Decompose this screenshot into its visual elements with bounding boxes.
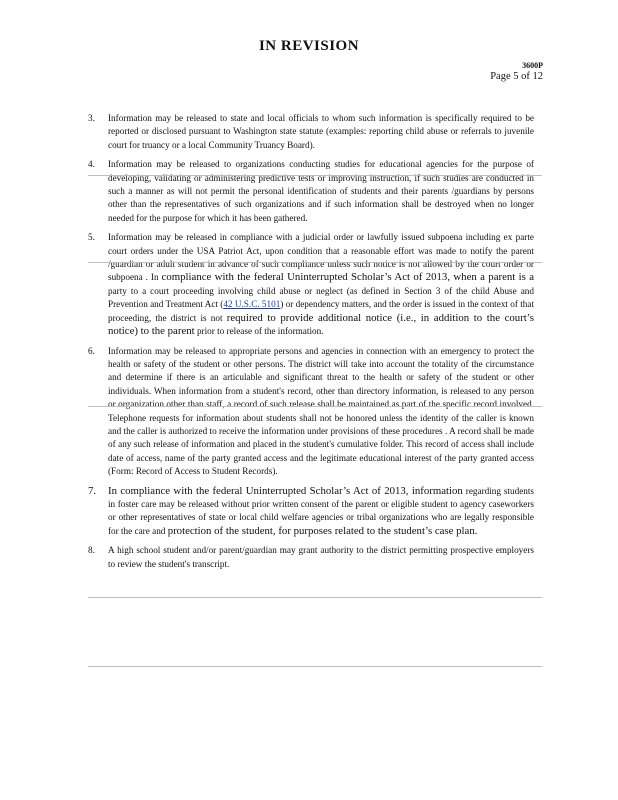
list-item-3 (88, 112, 534, 152)
item-text: Information may be released to state and local officials to whom such information is specifically required to be reported or disclosed pursuant to Washington state statute (examples: reporting child abuse or referrals to juvenile court for truancy or a local Community Truancy Board). (108, 113, 534, 150)
item-number: 3. (88, 113, 95, 123)
item-text-emphasis: In compliance with the federal Uninterrupted Scholar’s Act of 2013, information (108, 484, 463, 497)
item-text-emphasis: required to provide additional notice (i.e., in addition to the court’s notice) to the parent (108, 311, 534, 338)
separator-line (88, 175, 542, 176)
numbered-list (88, 112, 534, 577)
item-number: 7. (88, 484, 97, 497)
list-item-4 (88, 158, 534, 225)
item-text-part: prior to release of the information. (196, 326, 324, 337)
separator-line (88, 666, 542, 667)
item-text: Information may be released to organizations conducting studies for educational agencies for the purpose of developing, validating or administering predictive tests or improving instruction, if such studies are conducted in such a manner as will not permit the personal identification of students and their parents /guardians by persons other than the representatives of such organizations and if such information shall be destroyed when no longer needed for the purpose for which it has been gathered. (108, 159, 534, 223)
list-item-8 (88, 544, 534, 571)
item-text-part: Information may be released in compliance with a judicial order or lawfully issued subpoena including ex parte court orders under the USA Patriot Act, upon condition that a reasonable effort was made to notify the parent /guardian or adult student in advance of such compliance unless such notice is not allowed by the court order or subpoena . In (108, 232, 534, 283)
item-text: Information may be released to appropriate persons and agencies in connection with an emergency to protect the health or safety of the student or other persons. The district will take into account the totality of the circumstance and determine if there is an articulable and significant threat to the health or safety of the student or other individuals. When information from a student's record, other than directory information, is released to any person or organization other than staff, a record of such release shall be maintained as part of the specific record involved. Telephone requests for information about students shall not be honored unless the identity of the caller is known and the caller is authorized to receive the information under provisions of these procedures . A record shall be made of any such release of information and placed in the student's cumulative folder. This record of access shall include date of access, name of the party granted access and the legitimate educational interest of the party granted access (Form: Record of Access to Student Records). (108, 345, 534, 477)
item-number: 4. (88, 159, 95, 170)
usc-citation-link[interactable]: 42 U.S.C. 5101 (223, 299, 281, 310)
separator-line (88, 406, 542, 407)
item-number: 5. (88, 232, 95, 243)
item-text: A high school student and/or parent/guardian may grant authority to the district permitting prospective employers to review the student's transcript. (108, 545, 534, 569)
list-item-5 (88, 231, 534, 338)
item-number: 6. (88, 345, 95, 356)
item-number: 8. (88, 545, 95, 556)
item-text-part: ) or dependency matters, and the order is issued in the context of that proceeding, the district is not (108, 299, 534, 323)
separator-line (88, 262, 542, 263)
item-text-part: regarding students in foster care may be released without prior written consent of the parent or eligible student to agency caseworkers or other representatives of state or local child welfare agencies or tribal organizations who are legally responsible for the care and (108, 485, 535, 536)
separator-line (88, 597, 542, 598)
list-item-7 (88, 485, 534, 539)
item-text-emphasis: compliance with the federal Uninterrupted Scholar’s Act of 2013, when a parent is a (161, 271, 534, 284)
item-text-part: party to a court proceeding involving child abuse or neglect (as defined in Section 3 of the child Abuse and Prevention and Treatment Act ( (108, 285, 534, 310)
policy-number: 3600P (522, 61, 543, 70)
page-title: IN REVISION (258, 38, 360, 54)
list-item-6 (88, 345, 534, 479)
page-number: Page 5 of 12 (490, 71, 543, 82)
item-text-emphasis: protection of the student, for purposes related to the student’s case plan. (167, 524, 478, 537)
